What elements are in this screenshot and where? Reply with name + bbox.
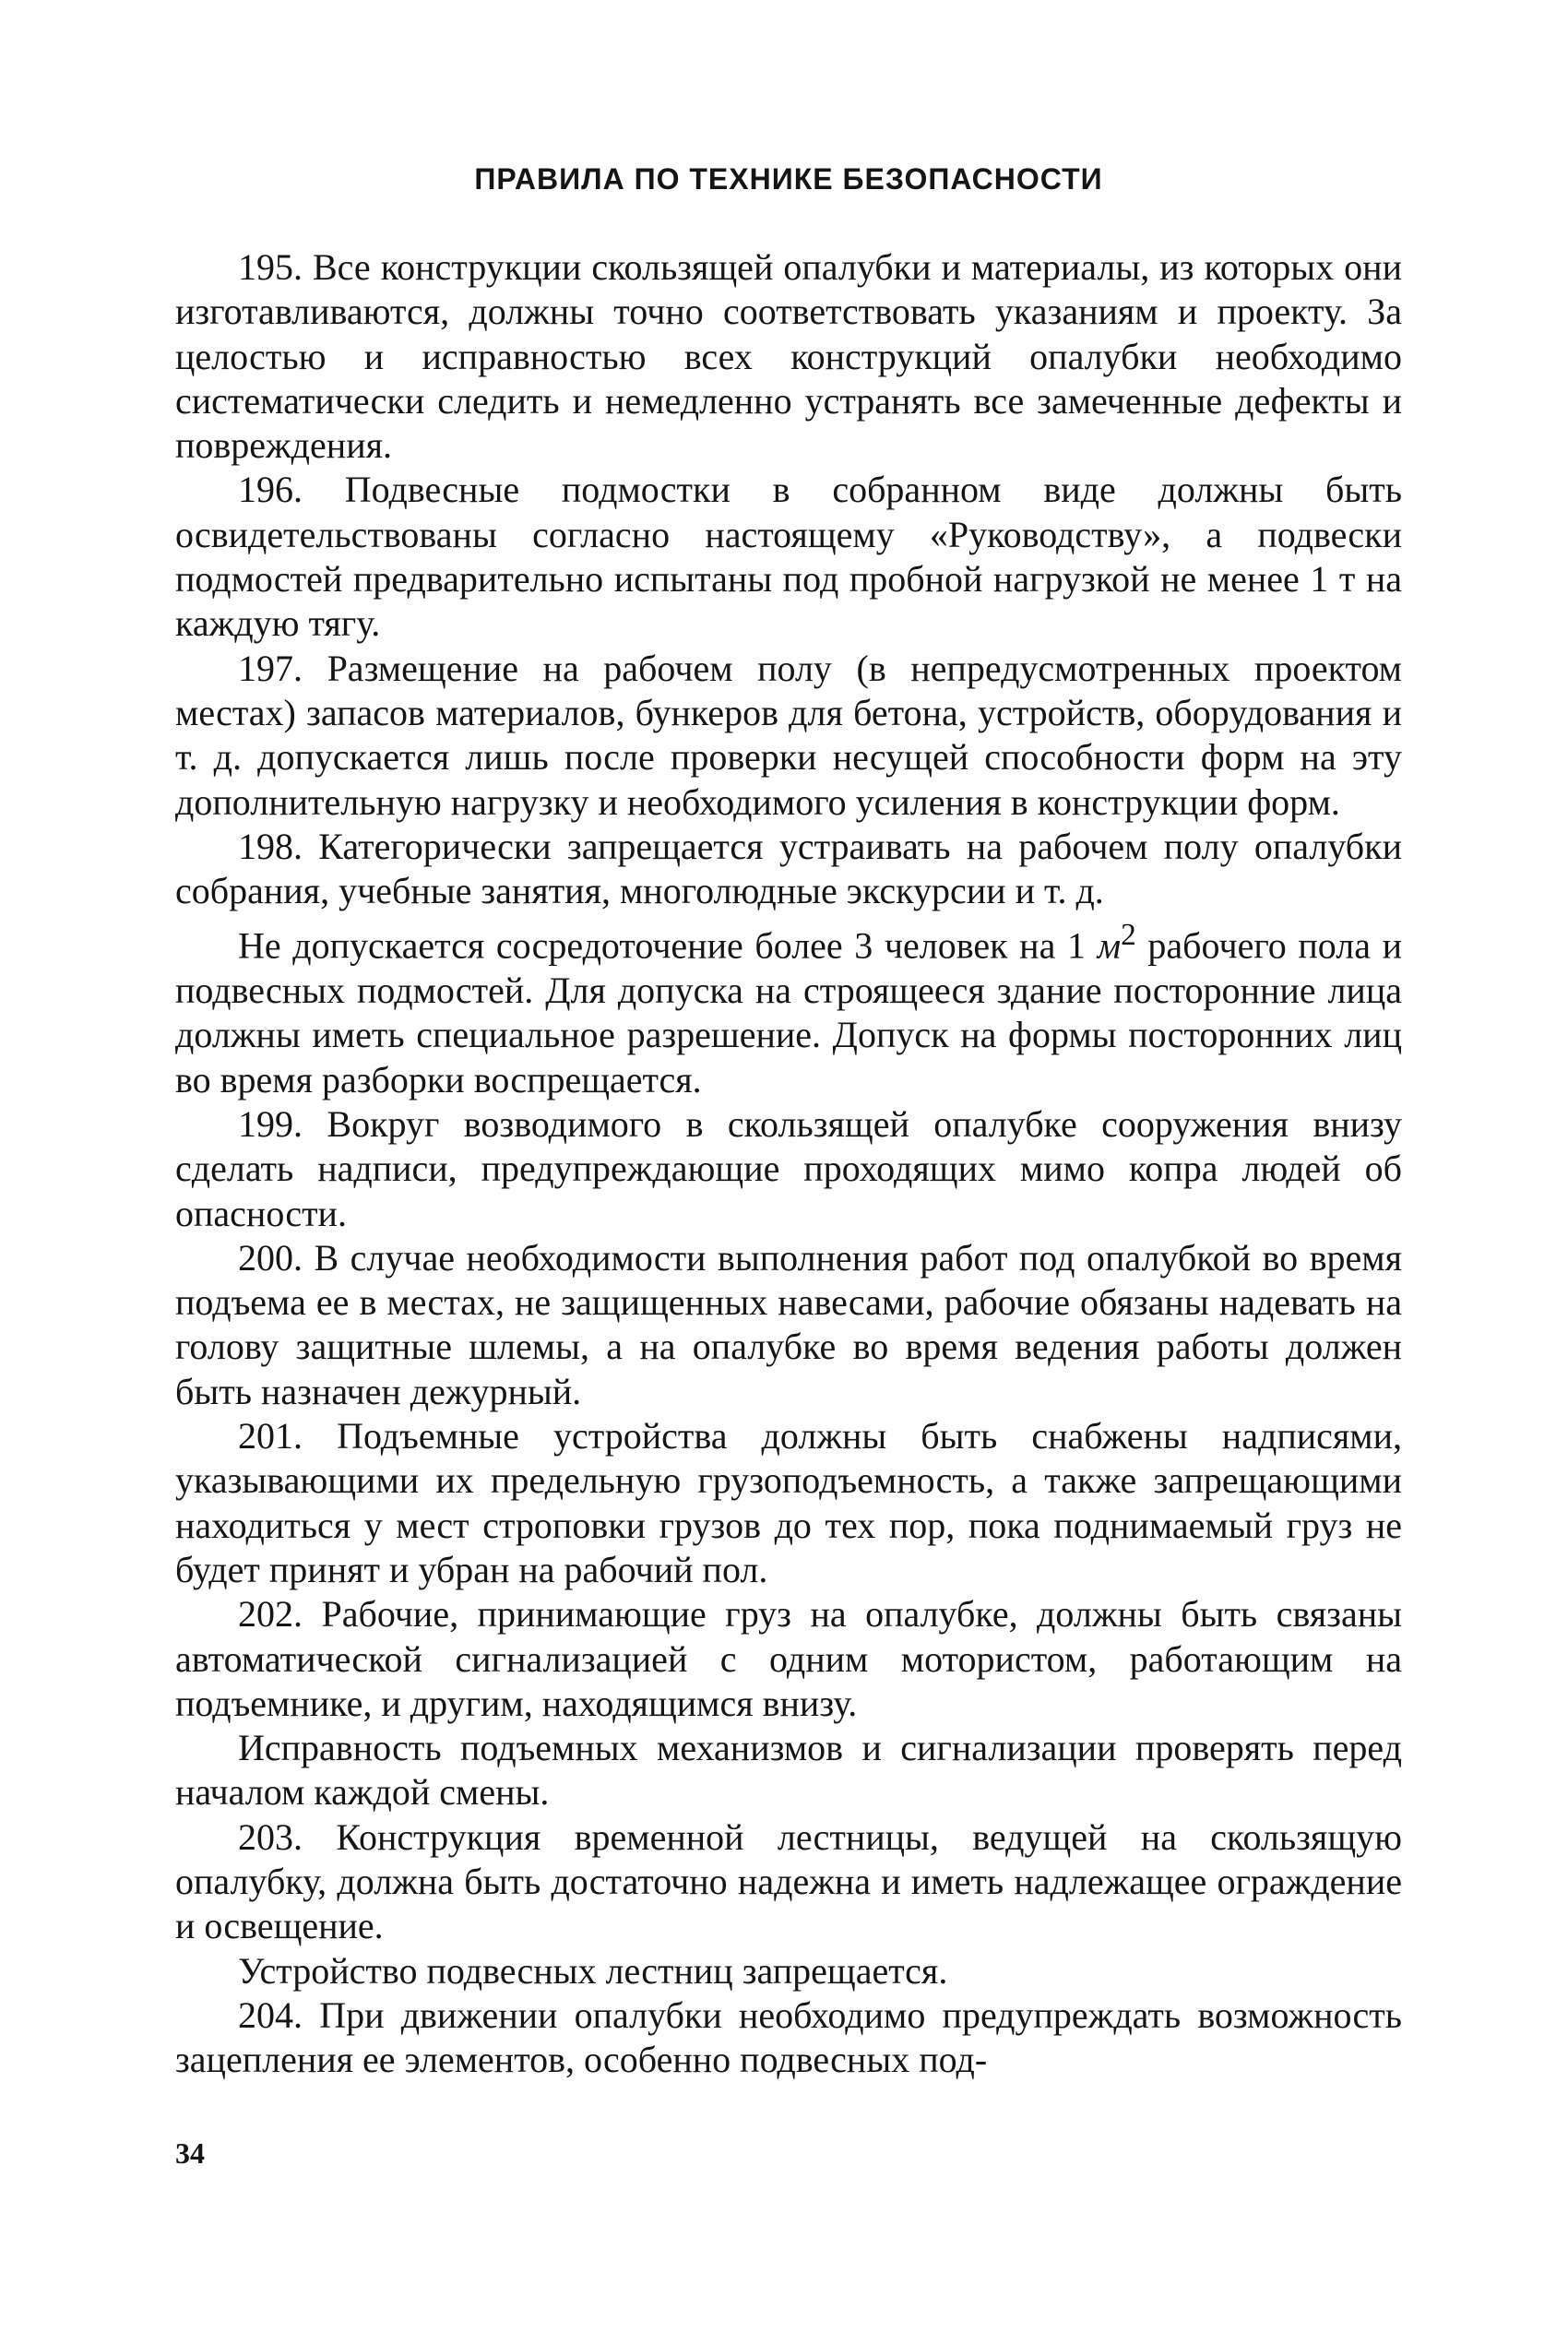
paragraph-201: 201. Подъемные устройства должны быть снабжены надписями, указывающими их предельную грузоподъемность, а также запрещающими находиться у мест строповки грузов до тех пор, пока поднимаемый груз не будет принят и убран на рабочий пол. [175,1415,1402,1590]
paragraph-198-continuation [175,913,1402,1102]
paragraph-195: 195. Все конструкции скользящей опалубки и материалы, из которых они изготавливаются, должны точно соответствовать указаниям и проекту. За целостью и исправностью всех конструкций опалубки необходимо систематически следить и немедленно устранять все замеченные дефекты и повреждения. [175,246,1402,467]
paragraph-204: 204. При движении опалубки необходимо предупреждать возможность зацепления ее элементов, особенно подвесных под- [175,1993,1402,2081]
page-number: 34 [175,2136,205,2170]
paragraph-198-continuation-start: Не допускается сосредоточение более 3 человек на 1 [238,924,1098,967]
unit-square-meter: м [1097,924,1122,967]
document-body [175,245,1402,2083]
paragraph-198-continuation-end: рабочего пола и подвесных подмостей. Для допуска на строящееся здание посторонние лица должны иметь специальное разрешение. Допуск на формы посторонних лиц во время разборки воспрещается. [175,924,1402,1101]
paragraph-199: 199. Вокруг возводимого в скользящей опалубке сооружения внизу сделать надписи, предупреждающие проходящих мимо копра людей об опасности. [175,1102,1402,1234]
paragraph-198: 198. Категорически запрещается устраивать на рабочем полу опалубки собрания, учебные занятия, многолюдные экскурсии и т. д. [175,825,1402,912]
paragraph-197: 197. Размещение на рабочем полу (в непредусмотренных проектом местах) запасов материалов, бункеров для бетона, устройств, оборудования и т. д. допускается лишь после проверки несущей способности форм на эту дополнительную нагрузку и необходимого усиления в конструкции форм. [175,647,1402,823]
paragraph-200: 200. В случае необходимости выполнения работ под опалубкой во время подъема ее в местах, не защищенных навесами, рабочие обязаны надевать на голову защитные шлемы, а на опалубке во время ведения работы должен быть назначен дежурный. [175,1236,1402,1412]
paragraph-202-continuation: Исправность подъемных механизмов и сигнализации проверять перед началом каждой смены. [175,1727,1402,1814]
page-heading: ПРАВИЛА ПО ТЕХНИКЕ БЕЗОПАСНОСТИ [474,162,1103,196]
paragraph-196: 196. Подвесные подмостки в собранном виде должны быть освидетельствованы согласно настоящему «Руководству», а подвески подмостей предварительно испытаны под пробной нагрузкой не менее 1 т на каждую тягу. [175,469,1402,645]
paragraph-203: 203. Конструкция временной лестницы, ведущей на скользящую опалубку, должна быть достаточно надежна и иметь надлежащее ограждение и освещение. [175,1815,1402,1947]
paragraph-202: 202. Рабочие, принимающие груз на опалубке, должны быть связаны автоматической сигнализацией с одним мотористом, работающим на подъемнике, и другим, находящимся внизу. [175,1593,1402,1724]
unit-exponent: 2 [1121,918,1136,953]
paragraph-203-continuation: Устройство подвесных лестниц запрещается. [238,1949,948,1992]
